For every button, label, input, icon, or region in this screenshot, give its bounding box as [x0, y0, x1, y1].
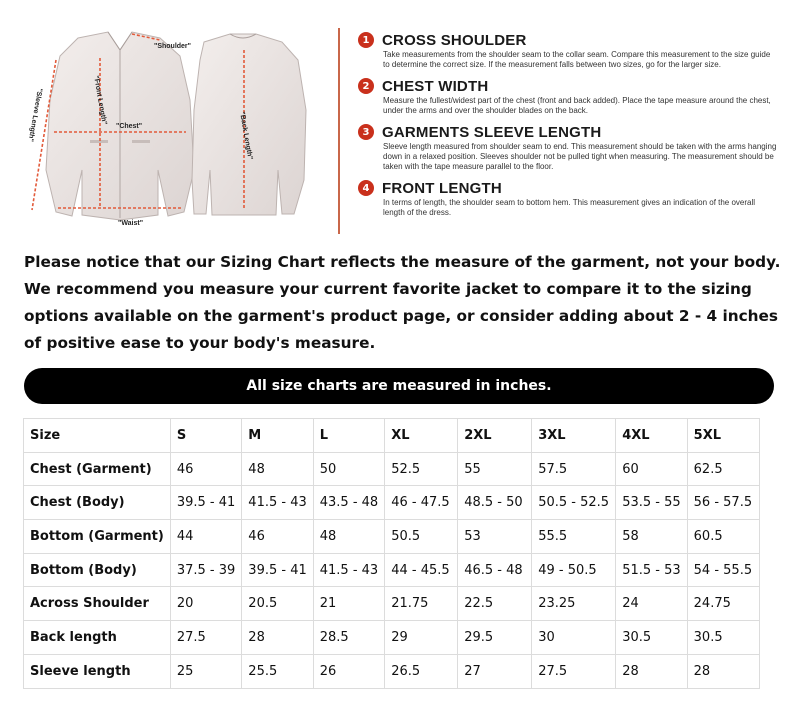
- table-cell: 30.5: [687, 621, 759, 655]
- table-cell: 28.5: [313, 621, 384, 655]
- table-row: [24, 486, 760, 520]
- table-cell: 50.5 - 52.5: [532, 486, 616, 520]
- table-cell: 29: [385, 621, 458, 655]
- table-cell: 46: [242, 520, 313, 554]
- table-row-label: Bottom (Body): [24, 553, 171, 587]
- step-title: GARMENTS SLEEVE LENGTH: [382, 123, 602, 141]
- table-header-cell: 4XL: [616, 419, 687, 453]
- table-cell: 48: [242, 452, 313, 486]
- table-cell: 37.5 - 39: [170, 553, 241, 587]
- table-cell: 20: [170, 587, 241, 621]
- table-header-cell: XL: [385, 419, 458, 453]
- size-chart-table: [23, 418, 760, 689]
- table-cell: 27.5: [532, 654, 616, 688]
- table-header-cell: S: [170, 419, 241, 453]
- measurement-steps: [358, 30, 778, 224]
- table-cell: 56 - 57.5: [687, 486, 759, 520]
- table-cell: 53: [458, 520, 532, 554]
- table-cell: 28: [242, 621, 313, 655]
- table-cell: 50: [313, 452, 384, 486]
- table-cell: 46.5 - 48: [458, 553, 532, 587]
- table-cell: 27.5: [170, 621, 241, 655]
- table-cell: 49 - 50.5: [532, 553, 616, 587]
- step-title: CHEST WIDTH: [382, 77, 489, 95]
- step-description: Measure the fullest/widest part of the chest (front and back added). Place the tape measure around the chest, under the arms and over the shoulder blades on the back.: [383, 96, 771, 115]
- units-banner-text: All size charts are measured in inches.: [246, 378, 552, 394]
- step-title: FRONT LENGTH: [382, 179, 502, 197]
- table-row-label: Chest (Body): [24, 486, 171, 520]
- table-header-cell: Size: [24, 419, 171, 453]
- table-row: [24, 452, 760, 486]
- jacket-illustration: [8, 20, 308, 235]
- table-cell: 50.5: [385, 520, 458, 554]
- table-header-row: [24, 419, 760, 453]
- table-row: [24, 553, 760, 587]
- table-row: [24, 621, 760, 655]
- table-cell: 28: [616, 654, 687, 688]
- table-cell: 39.5 - 41: [170, 486, 241, 520]
- step-title: CROSS SHOULDER: [382, 31, 527, 49]
- table-cell: 48: [313, 520, 384, 554]
- table-row-label: Bottom (Garment): [24, 520, 171, 554]
- table-cell: 48.5 - 50: [458, 486, 532, 520]
- table-cell: 44: [170, 520, 241, 554]
- table-cell: 20.5: [242, 587, 313, 621]
- table-row-label: Chest (Garment): [24, 452, 171, 486]
- table-cell: 43.5 - 48: [313, 486, 384, 520]
- sizing-notice: Please notice that our Sizing Chart reflects the measure of the garment, not your body. We recommend you measure your current favorite jacket to compare it to the sizing options available on the garment's product page, or consider adding about 2 - 4 inches of positive ease to your body's measure.: [24, 253, 781, 352]
- table-cell: 24: [616, 587, 687, 621]
- table-cell: 55: [458, 452, 532, 486]
- step-cross-shoulder: [358, 30, 778, 70]
- table-cell: 57.5: [532, 452, 616, 486]
- step-chest-width: [358, 76, 778, 116]
- jacket-back: [192, 34, 306, 215]
- table-header-cell: L: [313, 419, 384, 453]
- step-number-badge: 1: [358, 32, 374, 48]
- measurement-guide: [0, 0, 802, 238]
- table-cell: 30: [532, 621, 616, 655]
- table-cell: 41.5 - 43: [242, 486, 313, 520]
- step-description: Take measurements from the shoulder seam to the collar seam. Compare this measurement to the size guide to determine the correct size. If the measurement falls between two sizes, go for the larger size.: [383, 50, 771, 69]
- table-cell: 52.5: [385, 452, 458, 486]
- table-row: [24, 654, 760, 688]
- table-cell: 46 - 47.5: [385, 486, 458, 520]
- label-front-length: "Front Length": [92, 75, 108, 126]
- table-row-label: Back length: [24, 621, 171, 655]
- step-number-badge: 3: [358, 124, 374, 140]
- step-number-badge: 2: [358, 78, 374, 94]
- table-cell: 26.5: [385, 654, 458, 688]
- units-banner: [24, 368, 774, 404]
- section-divider: [338, 28, 340, 234]
- step-description: Sleeve length measured from shoulder seam to end. This measurement should be taken with the arms hanging down in a relaxed position. Sleeves shoulder not be pulled tight when measuring. The measurement should be taken with the tape measure parallel to the floor.: [383, 142, 777, 171]
- step-description: In terms of length, the shoulder seam to bottom hem. This measurement gives an indication of the overall length of the dress.: [383, 198, 756, 217]
- table-cell: 41.5 - 43: [313, 553, 384, 587]
- table-cell: 58: [616, 520, 687, 554]
- label-shoulder: "Shoulder": [154, 43, 191, 50]
- table-cell: 54 - 55.5: [687, 553, 759, 587]
- table-header-cell: 3XL: [532, 419, 616, 453]
- label-chest: "Chest": [116, 123, 143, 130]
- table-cell: 21.75: [385, 587, 458, 621]
- step-number-badge: 4: [358, 180, 374, 196]
- table-cell: 24.75: [687, 587, 759, 621]
- table-header-cell: M: [242, 419, 313, 453]
- table-cell: 25.5: [242, 654, 313, 688]
- table-cell: 55.5: [532, 520, 616, 554]
- table-cell: 25: [170, 654, 241, 688]
- step-front-length: [358, 178, 778, 218]
- table-cell: 28: [687, 654, 759, 688]
- table-cell: 53.5 - 55: [616, 486, 687, 520]
- table-row: [24, 520, 760, 554]
- table-cell: 26: [313, 654, 384, 688]
- table-cell: 44 - 45.5: [385, 553, 458, 587]
- label-sleeve-length: "Sleeve Length": [26, 87, 43, 143]
- table-cell: 22.5: [458, 587, 532, 621]
- step-sleeve-length: [358, 122, 778, 172]
- table-cell: 60.5: [687, 520, 759, 554]
- table-cell: 51.5 - 53: [616, 553, 687, 587]
- table-header-cell: 2XL: [458, 419, 532, 453]
- table-cell: 46: [170, 452, 241, 486]
- table-row-label: Across Shoulder: [24, 587, 171, 621]
- table-cell: 23.25: [532, 587, 616, 621]
- table-cell: 29.5: [458, 621, 532, 655]
- label-waist: "Waist": [118, 220, 144, 227]
- table-cell: 60: [616, 452, 687, 486]
- table-cell: 27: [458, 654, 532, 688]
- table-cell: 21: [313, 587, 384, 621]
- table-row-label: Sleeve length: [24, 654, 171, 688]
- table-cell: 62.5: [687, 452, 759, 486]
- table-row: [24, 587, 760, 621]
- table-header-cell: 5XL: [687, 419, 759, 453]
- table-cell: 30.5: [616, 621, 687, 655]
- label-back-length: "Back Length": [238, 111, 254, 161]
- table-cell: 39.5 - 41: [242, 553, 313, 587]
